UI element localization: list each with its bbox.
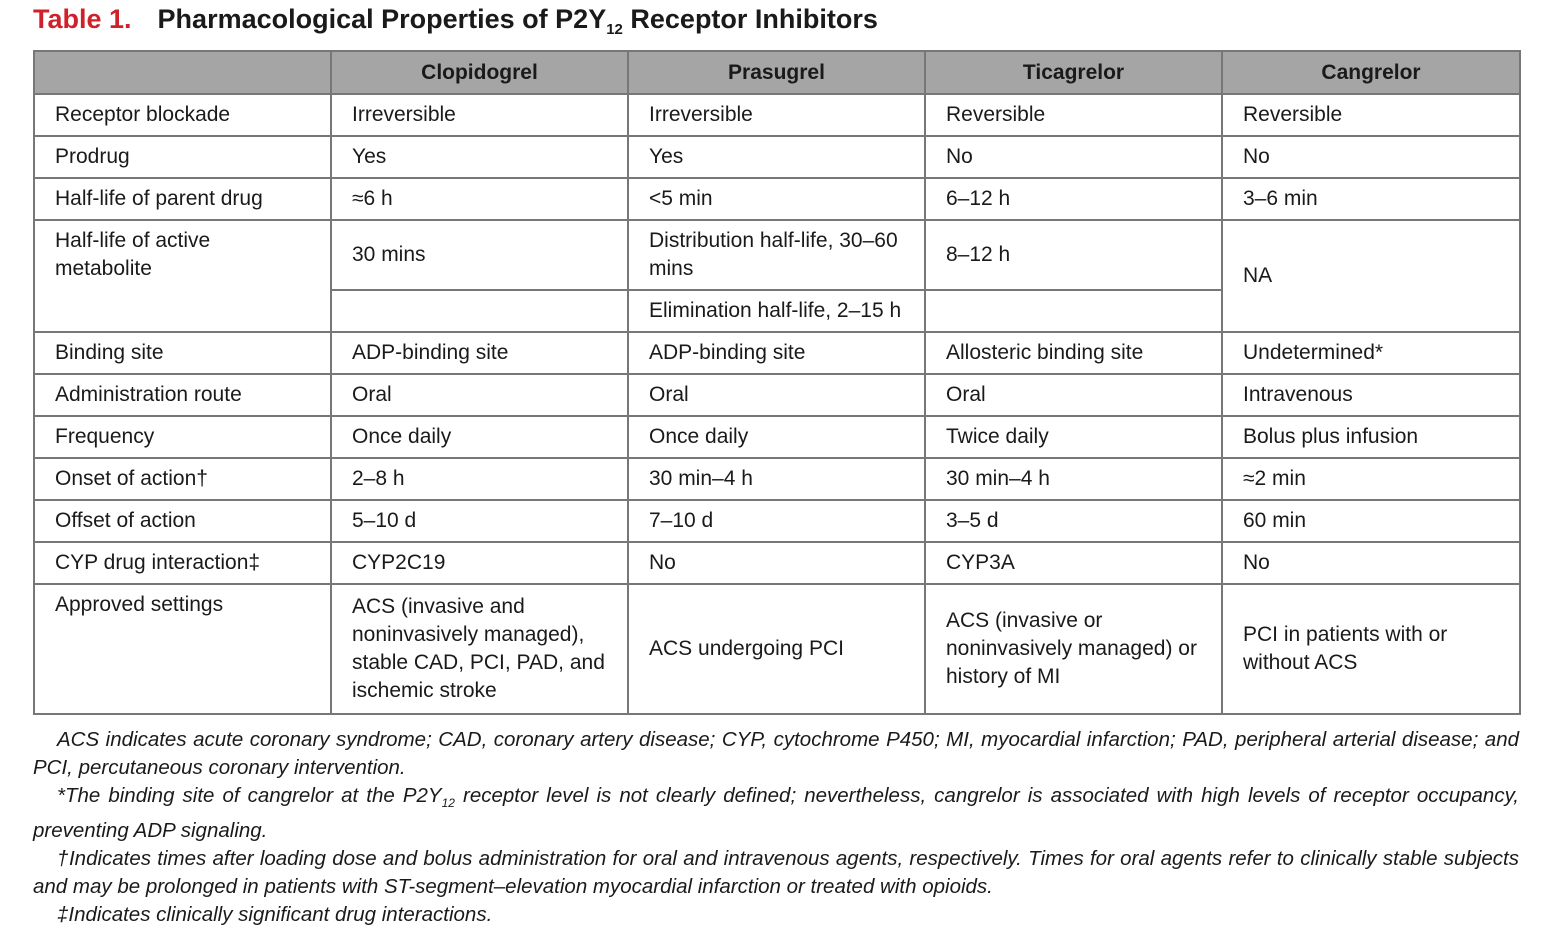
cell-clopidogrel-empty bbox=[331, 290, 628, 332]
cell-clopidogrel: 5–10 d bbox=[331, 500, 628, 542]
table-row-binding-site bbox=[34, 332, 1520, 374]
cell-clopidogrel: Oral bbox=[331, 374, 628, 416]
cell-cangrelor: 60 min bbox=[1222, 500, 1520, 542]
cell-prasugrel: 30 min–4 h bbox=[628, 458, 925, 500]
table-number: Table 1. bbox=[33, 4, 132, 34]
cell-cangrelor: Bolus plus infusion bbox=[1222, 416, 1520, 458]
row-label: Half-life of active metabolite bbox=[34, 220, 331, 332]
row-label: Receptor blockade bbox=[34, 94, 331, 136]
table-row-offset bbox=[34, 500, 1520, 542]
header-row bbox=[34, 51, 1520, 94]
table-row-receptor-blockade bbox=[34, 94, 1520, 136]
cell-clopidogrel: ADP-binding site bbox=[331, 332, 628, 374]
table-title bbox=[158, 4, 878, 38]
footnote-binding-part2: receptor level is not clearly defined; nevertheless, cangrelor is associated with high levels of receptor occupancy, preventing ADP signaling. bbox=[33, 784, 1519, 842]
cell-cangrelor: No bbox=[1222, 136, 1520, 178]
cell-ticagrelor: Twice daily bbox=[925, 416, 1222, 458]
cell-clopidogrel: 30 mins bbox=[331, 220, 628, 290]
row-label: CYP drug interaction‡ bbox=[34, 542, 331, 584]
table-title-part1: Pharmacological Properties of P2Y bbox=[157, 4, 607, 34]
cell-ticagrelor: Reversible bbox=[925, 94, 1222, 136]
footnote-binding-part1: *The binding site of cangrelor at the P2Y bbox=[57, 784, 442, 807]
table-row-administration-route bbox=[34, 374, 1520, 416]
cell-ticagrelor: Allosteric binding site bbox=[925, 332, 1222, 374]
cell-prasugrel: ADP-binding site bbox=[628, 332, 925, 374]
table-row-frequency bbox=[34, 416, 1520, 458]
cell-ticagrelor: 8–12 h bbox=[925, 220, 1222, 290]
header-clopidogrel: Clopidogrel bbox=[331, 51, 628, 94]
row-label: Binding site bbox=[34, 332, 331, 374]
row-label: Frequency bbox=[34, 416, 331, 458]
cell-ticagrelor: 3–5 d bbox=[925, 500, 1222, 542]
header-prasugrel: Prasugrel bbox=[628, 51, 925, 94]
cell-ticagrelor: ACS (invasive or noninvasively managed) or history of MI bbox=[925, 584, 1222, 714]
cell-clopidogrel: Yes bbox=[331, 136, 628, 178]
footnote-binding-subscript: 12 bbox=[441, 796, 455, 810]
row-label: Prodrug bbox=[34, 136, 331, 178]
row-label: Approved settings bbox=[34, 584, 331, 714]
cell-cangrelor: 3–6 min bbox=[1222, 178, 1520, 220]
cell-cangrelor: Intravenous bbox=[1222, 374, 1520, 416]
cell-clopidogrel: Once daily bbox=[331, 416, 628, 458]
cell-cangrelor: Undetermined* bbox=[1222, 332, 1520, 374]
cell-clopidogrel: Irreversible bbox=[331, 94, 628, 136]
cell-ticagrelor: Oral bbox=[925, 374, 1222, 416]
row-label: Onset of action† bbox=[34, 458, 331, 500]
row-label: Administration route bbox=[34, 374, 331, 416]
table-title-subscript: 12 bbox=[606, 21, 623, 38]
table-footnotes bbox=[33, 726, 1519, 929]
table-row-prodrug bbox=[34, 136, 1520, 178]
cell-ticagrelor: 30 min–4 h bbox=[925, 458, 1222, 500]
cell-prasugrel-elimination: Elimination half-life, 2–15 h bbox=[628, 290, 925, 332]
cell-clopidogrel: CYP2C19 bbox=[331, 542, 628, 584]
cell-prasugrel: <5 min bbox=[628, 178, 925, 220]
table-row-cyp bbox=[34, 542, 1520, 584]
table-row-approved-settings bbox=[34, 584, 1520, 714]
cell-ticagrelor: No bbox=[925, 136, 1222, 178]
footnote-onset: †Indicates times after loading dose and bolus administration for oral and intravenous agents, respectively. Times for oral agents refer to clinically stable subjects and may be prolonged in patients with ST-segment–elevation myocardial infarction or treated with opioids. bbox=[33, 847, 1519, 898]
cell-prasugrel: Irreversible bbox=[628, 94, 925, 136]
footnote-cyp: ‡Indicates clinically significant drug interactions. bbox=[57, 903, 493, 926]
table-row-onset bbox=[34, 458, 1520, 500]
header-ticagrelor: Ticagrelor bbox=[925, 51, 1222, 94]
cell-cangrelor: PCI in patients with or without ACS bbox=[1222, 584, 1520, 714]
table-caption bbox=[33, 4, 878, 44]
table-row-half-life-active bbox=[34, 220, 1520, 290]
cell-cangrelor: ≈2 min bbox=[1222, 458, 1520, 500]
table-row-half-life-parent bbox=[34, 178, 1520, 220]
cell-prasugrel: 7–10 d bbox=[628, 500, 925, 542]
row-label: Half-life of parent drug bbox=[34, 178, 331, 220]
cell-prasugrel: No bbox=[628, 542, 925, 584]
cell-cangrelor: NA bbox=[1222, 220, 1520, 332]
footnote-abbreviations: ACS indicates acute coronary syndrome; CAD, coronary artery disease; CYP, cytochrome P450; MI, myocardial infarction; PAD, peripheral arterial disease; and PCI, percutaneous coronary intervention. bbox=[33, 728, 1519, 779]
cell-ticagrelor: CYP3A bbox=[925, 542, 1222, 584]
cell-ticagrelor-empty bbox=[925, 290, 1222, 332]
cell-prasugrel: Yes bbox=[628, 136, 925, 178]
header-cangrelor: Cangrelor bbox=[1222, 51, 1520, 94]
properties-table bbox=[33, 50, 1521, 715]
cell-ticagrelor: 6–12 h bbox=[925, 178, 1222, 220]
cell-clopidogrel: 2–8 h bbox=[331, 458, 628, 500]
cell-prasugrel-distribution: Distribution half-life, 30–60 mins bbox=[628, 220, 925, 290]
cell-clopidogrel: ≈6 h bbox=[331, 178, 628, 220]
footnote-binding-site bbox=[33, 782, 1519, 845]
cell-prasugrel: Oral bbox=[628, 374, 925, 416]
table-title-part2: Receptor Inhibitors bbox=[622, 4, 878, 34]
cell-cangrelor: No bbox=[1222, 542, 1520, 584]
row-label: Offset of action bbox=[34, 500, 331, 542]
cell-clopidogrel: ACS (invasive and noninvasively managed), stable CAD, PCI, PAD, and ischemic stroke bbox=[331, 584, 628, 714]
cell-prasugrel: Once daily bbox=[628, 416, 925, 458]
cell-prasugrel: ACS undergoing PCI bbox=[628, 584, 925, 714]
header-empty bbox=[34, 51, 331, 94]
cell-cangrelor: Reversible bbox=[1222, 94, 1520, 136]
